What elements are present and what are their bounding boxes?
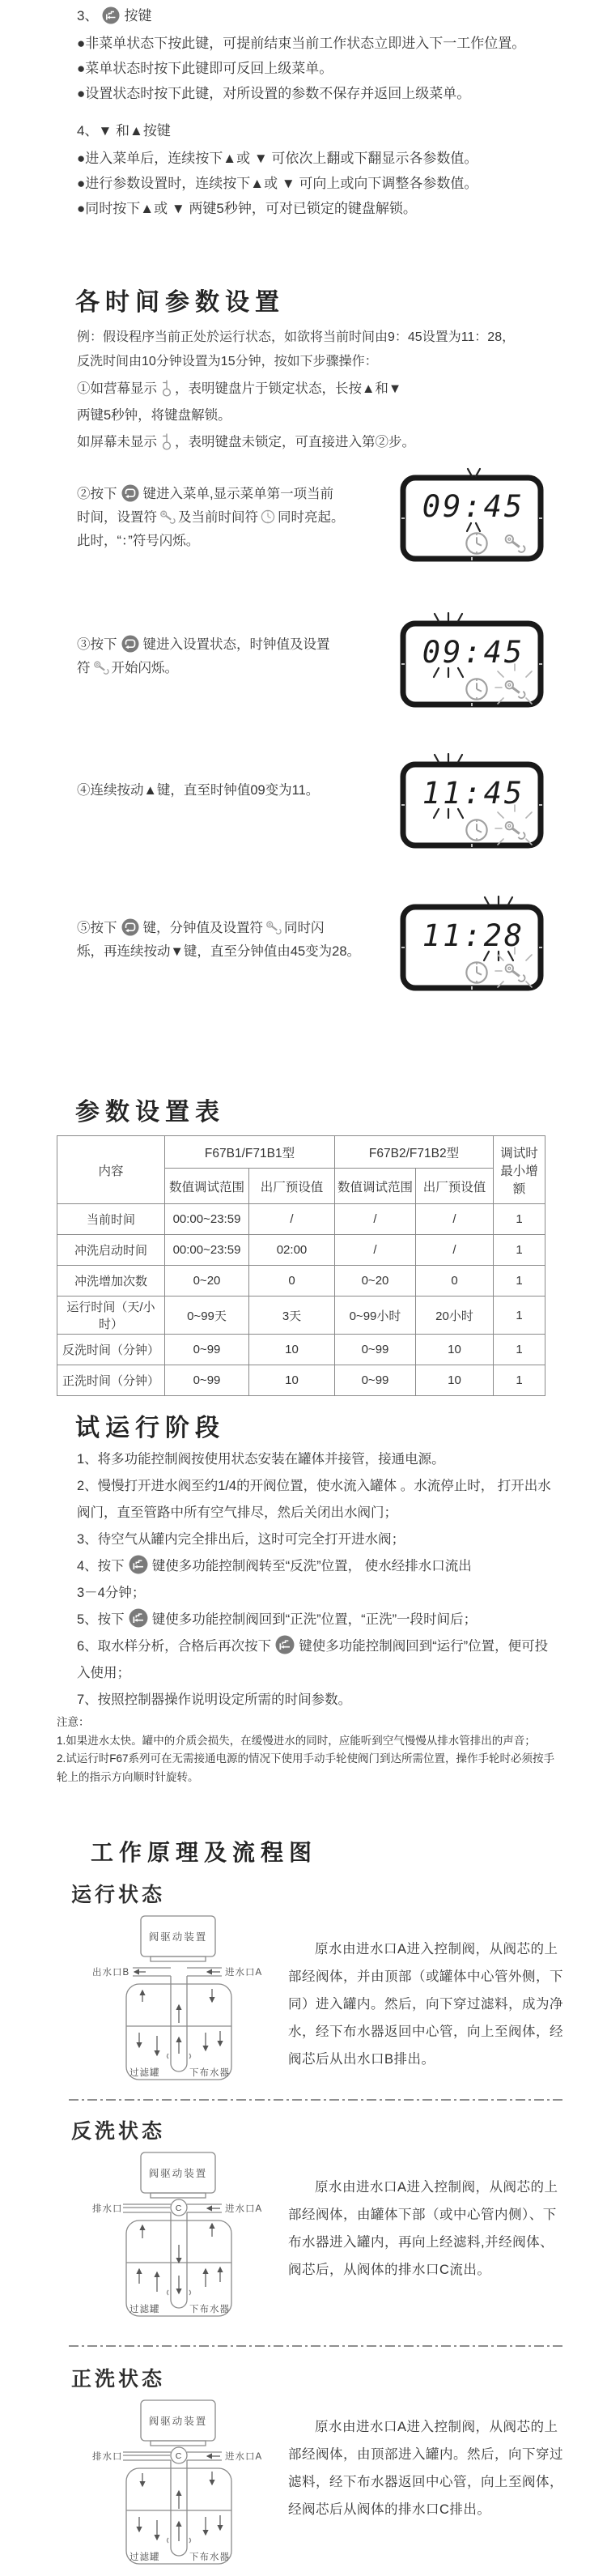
skip-key-icon xyxy=(129,1608,148,1628)
trial-item-7: 7、按照控制器操作说明设定所需的时间参数。 xyxy=(77,1692,352,1707)
cell-range2: / xyxy=(335,1235,416,1266)
wrench-icon xyxy=(159,509,176,524)
inlet-a-label: 进水口A xyxy=(225,2204,263,2214)
step-5 xyxy=(77,917,433,964)
step4-text: ④连续按动▲键，直至时钟值09变为11。 xyxy=(77,783,320,798)
cell-range1: 00:00~23:59 xyxy=(165,1204,249,1235)
keylock-icon xyxy=(160,378,172,398)
cell-range2: 0~99 xyxy=(335,1365,416,1396)
principle-heading: 工作原理及流程图 xyxy=(91,1840,318,1865)
backwash-state-diagram xyxy=(91,2148,265,2327)
table-row xyxy=(57,1365,545,1396)
distributor-label: 下布水器 xyxy=(189,2068,230,2078)
clock-icon xyxy=(261,509,275,524)
cell-range1: 0~99 xyxy=(165,1335,249,1365)
step-2 xyxy=(77,483,401,553)
lcd-time: 09:45 xyxy=(422,489,525,524)
cell-range1: 0~99 xyxy=(165,1365,249,1396)
drain-c-label: C xyxy=(175,2451,183,2461)
cell-default1: 10 xyxy=(249,1335,335,1365)
cell-name: 当前时间 xyxy=(57,1204,165,1235)
step1-text-b: ，表明键盘片于锁定状态，长按▲和▼ xyxy=(175,381,402,396)
cell-default2: / xyxy=(416,1235,494,1266)
drive-unit-label: 阀驱动装置 xyxy=(148,2168,208,2179)
table-row xyxy=(57,1235,545,1266)
time-settings-heading: 各时间参数设置 xyxy=(75,289,285,316)
trial-heading: 试运行阶段 xyxy=(75,1415,225,1441)
cell-step: 1 xyxy=(494,1204,545,1235)
step2-text-e: 同时亮起。 xyxy=(278,510,345,525)
key3-label: 按键 xyxy=(124,8,152,23)
wrench-icon xyxy=(265,920,282,935)
drive-unit-label: 阀驱动装置 xyxy=(148,2416,208,2427)
backwash-state-title: 反洗状态 xyxy=(71,2120,166,2143)
keylock-icon xyxy=(160,432,172,451)
cell-range1: 0~20 xyxy=(165,1266,249,1297)
intro-line-1: 例：假设程序当前正处於运行状态，如欲将当前时间由9：45设置为11：28， xyxy=(77,330,516,344)
trial-item-1: 1、将多功能控制阀按使用状态安装在罐体并接管，接通电源。 xyxy=(77,1452,445,1467)
step2-text-d: 及当前时间符 xyxy=(178,510,258,525)
step-4 xyxy=(77,779,401,803)
cell-name: 反洗时间（分钟） xyxy=(57,1335,165,1365)
run-state-diagram xyxy=(91,1911,265,2091)
section-key3 xyxy=(77,3,579,106)
params-table xyxy=(57,1135,545,1396)
cell-name: 冲洗启动时间 xyxy=(57,1235,165,1266)
step2-text-a: ②按下 xyxy=(77,487,117,501)
cell-name: 冲洗增加次数 xyxy=(57,1266,165,1297)
trial-item-6: 6、取水样分析，合格后再次按下 键使多功能控制阀回到“运行”位置，便可投入使用； xyxy=(77,1633,559,1687)
cell-name: 运行时间（天/小时） xyxy=(57,1297,165,1335)
lcd-time: 09:45 xyxy=(422,635,525,670)
trial-item-4: 4、按下 键使多功能控制阀转至“反洗”位置， 使水经排水口流出 3－4分钟； xyxy=(77,1553,559,1607)
key4-bullet-1: ●进入菜单后，连续按下▲或 ▼ 可依次上翻或下翻显示各参数值。 xyxy=(77,151,478,166)
notes-title: 注意： xyxy=(57,1716,90,1728)
step5-text-b: 键，分钟值及设置符 xyxy=(142,921,263,935)
section-divider xyxy=(69,2099,564,2101)
cell-default2: 20小时 xyxy=(416,1297,494,1335)
cell-range1: 00:00~23:59 xyxy=(165,1235,249,1266)
trial-item-2: 2、慢慢打开进水阀至约1/4的开阀位置，使水流入罐体 。水流停止时， 打开出水阀门，直至管路中所有空气排尽，然后关闭出水阀门； xyxy=(77,1479,551,1520)
note-2: 2.试运行时F67系列可在无需接通电源的情况下使用手动手轮使阀门到达所需位置，操作手轮时必须按手轮上的指示方向顺时针旋转。 xyxy=(57,1752,555,1783)
step5-text-d: 烁，再连续按动▼键，直至分钟值由45变为28。 xyxy=(77,944,361,959)
lcd-time: 11:45 xyxy=(422,776,525,811)
rinse-state-diagram xyxy=(91,2395,265,2575)
table-row xyxy=(57,1204,545,1235)
cell-step: 1 xyxy=(494,1266,545,1297)
run-state-text: 原水由进水口A进入控制阀，从阀芯的上部经阀体，并由顶部（或罐体中心管外侧，下同）进入罐内。然后，向下穿过滤料，成为净水，经下布水器返回中心管，向上至阀体，经阀芯后从出水口B排出。 xyxy=(288,1942,563,2067)
trial-steps xyxy=(77,1446,559,1714)
cell-default2: / xyxy=(416,1204,494,1235)
run-state-title: 运行状态 xyxy=(71,1884,166,1906)
lcd-display-step2 xyxy=(398,466,549,573)
step2-text-b: 键进入菜单,显示菜单第一项当前 xyxy=(142,487,334,501)
step5-text-a: ⑤按下 xyxy=(77,921,117,935)
step-3 xyxy=(77,633,401,680)
th-range-1: 数值调试范围 xyxy=(165,1169,249,1204)
cell-range2: / xyxy=(335,1204,416,1235)
cell-default2: 0 xyxy=(416,1266,494,1297)
drain-c-label: C xyxy=(175,2203,183,2213)
cell-range2: 0~99小时 xyxy=(335,1297,416,1335)
inlet-a-label: 进水口A xyxy=(225,1968,263,1978)
lcd-time: 11:28 xyxy=(422,918,525,953)
cell-step: 1 xyxy=(494,1297,545,1335)
cell-default1: 0 xyxy=(249,1266,335,1297)
key4-bullet-2: ●进行参数设置时，连续按下▲或 ▼ 可向上或向下调整各参数值。 xyxy=(77,176,478,191)
step2-text-f: 此时，“：”符号闪烁。 xyxy=(77,534,200,548)
th-content: 内容 xyxy=(57,1136,165,1204)
note-1: 1.如果进水太快。罐中的介质会损失，在缓慢进水的同时，应能听到空气慢慢从排水管排出的声音； xyxy=(57,1734,536,1747)
distributor-label: 下布水器 xyxy=(189,2305,230,2314)
cell-step: 1 xyxy=(494,1365,545,1396)
outlet-b-label: 出水口B xyxy=(92,1968,130,1978)
th-group2: F67B2/F71B2型 xyxy=(335,1136,494,1169)
tank-label: 过滤罐 xyxy=(129,2068,160,2078)
cell-step: 1 xyxy=(494,1235,545,1266)
cell-default2: 10 xyxy=(416,1365,494,1396)
th-min-step: 调试时最小增额 xyxy=(494,1136,545,1204)
backwash-state-text: 原水由进水口A进入控制阀，从阀芯的上部经阀体，由罐体下部（或中心管内侧）、下布水器进入罐内，再向上经滤料,并经阀体、阀芯后，从阀体的排水口C流出。 xyxy=(288,2180,558,2277)
tank-label: 过滤罐 xyxy=(129,2305,160,2314)
cell-default1: / xyxy=(249,1204,335,1235)
inlet-a-label: 进水口A xyxy=(225,2452,263,2462)
key3-bullet-1: ●非菜单状态下按此键，可提前结束当前工作状态立即进入下一工作位置。 xyxy=(77,36,526,51)
step1-text-a: ①如营幕显示 xyxy=(77,381,157,396)
drive-unit-label: 阀驱动装置 xyxy=(148,1931,208,1943)
trial-notes xyxy=(57,1714,555,1786)
cell-range2: 0~99 xyxy=(335,1335,416,1365)
table-row xyxy=(57,1335,545,1365)
step5-text-c: 同时闪 xyxy=(284,921,325,935)
key4-bullet-3: ●同时按下▲或 ▼ 两键5秒钟，可对已锁定的键盘解锁。 xyxy=(77,201,417,216)
cell-step: 1 xyxy=(494,1335,545,1365)
step1-text-d: 如屏幕未显示 xyxy=(77,435,157,449)
lcd-display-step4 xyxy=(398,753,549,865)
lcd-display-step5 xyxy=(398,896,549,1007)
drain-label: 排水口 xyxy=(92,2204,123,2214)
step3-text-d: 开始闪烁。 xyxy=(111,661,178,675)
step3-text-a: ③按下 xyxy=(77,637,117,652)
th-default-2: 出厂预设值 xyxy=(416,1169,494,1204)
time-settings-intro xyxy=(77,326,562,374)
key3-title xyxy=(77,3,579,28)
distributor-label: 下布水器 xyxy=(189,2553,230,2562)
th-range-2: 数值调试范围 xyxy=(335,1169,416,1204)
menu-key-icon xyxy=(121,484,139,502)
cell-range1: 0~99天 xyxy=(165,1297,249,1335)
step1-text-e: ，表明键盘未锁定，可直接进入第②步。 xyxy=(175,435,415,449)
key3-bullet-3: ●设置状态时按下此键，对所设置的参数不保存并返回上级菜单。 xyxy=(77,86,471,101)
trial-item-5: 5、按下 键使多功能控制阀回到“正洗”位置，“正洗”一段时间后； xyxy=(77,1607,559,1633)
th-default-1: 出厂预设值 xyxy=(249,1169,335,1204)
skip-key-icon xyxy=(102,6,120,24)
cell-default1: 3天 xyxy=(249,1297,335,1335)
step3-text-c: 符 xyxy=(77,661,91,675)
skip-key-icon xyxy=(129,1555,148,1574)
section-divider xyxy=(69,2345,564,2347)
step3-text-b: 键进入设置状态，时钟值及设置 xyxy=(142,637,330,652)
tank-label: 过滤罐 xyxy=(129,2553,160,2562)
cell-default2: 10 xyxy=(416,1335,494,1365)
step-1 xyxy=(77,376,546,456)
wrench-icon xyxy=(93,660,109,675)
table-row xyxy=(57,1297,545,1335)
th-group1: F67B1/F71B1型 xyxy=(165,1136,335,1169)
step1-text-c: 两键5秒钟，将键盘解锁。 xyxy=(77,408,231,423)
cell-default1: 10 xyxy=(249,1365,335,1396)
cell-range2: 0~20 xyxy=(335,1266,416,1297)
cell-name: 正洗时间（分钟） xyxy=(57,1365,165,1396)
drain-label: 排水口 xyxy=(92,2452,123,2462)
intro-line-2: 反洗时间由10分钟设置为15分钟，按如下步骤操作： xyxy=(77,355,378,368)
rinse-state-text: 原水由进水口A进入控制阀，从阀芯的上部经阀体，由顶部进入罐内。然后，向下穿过滤料，经下布水器返回中心管，向上至阀体，经阀芯后从阀体的排水口C排出。 xyxy=(288,2420,563,2517)
key4-title: 4、▼ 和▲按键 xyxy=(77,123,171,138)
skip-key-icon xyxy=(275,1635,295,1654)
key3-bullet-2: ●菜单状态时按下此键即可反回上级菜单。 xyxy=(77,61,333,76)
section-key4 xyxy=(77,118,579,221)
lcd-display-step3 xyxy=(398,612,549,724)
table-row xyxy=(57,1266,545,1297)
params-table-heading: 参数设置表 xyxy=(75,1099,225,1126)
step2-text-c: 时间，设置符 xyxy=(77,510,157,525)
menu-key-icon xyxy=(121,635,139,653)
cell-default1: 02:00 xyxy=(249,1235,335,1266)
menu-key-icon xyxy=(121,918,139,936)
trial-item-3: 3、待空气从罐内完全排出后，这时可完全打开进水阀； xyxy=(77,1532,405,1547)
rinse-state-title: 正洗状态 xyxy=(71,2368,166,2391)
key3-number: 3、 xyxy=(77,8,99,23)
